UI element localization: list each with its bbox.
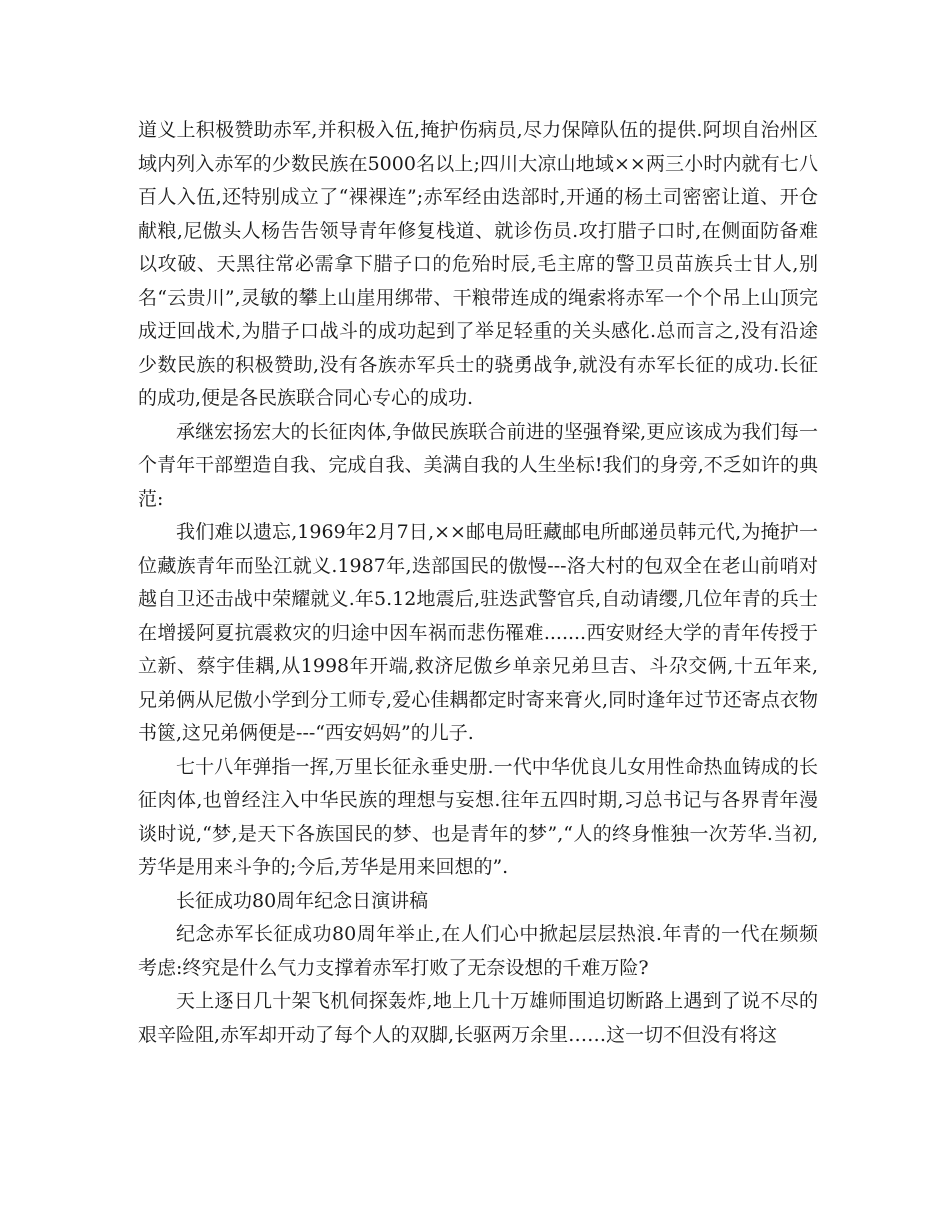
paragraph-support-of-minorities: 道义上积极赞助赤军,并积极入伍,掩护伤病员,尽力保障队伍的提供.阿坝自治州区域内列入赤军的少数民族在5000名以上;四川大凉山地域××两三小时内就有七八百人入伍,还特别成立了“裸裸连”;赤军经由迭部时,开通的杨土司密密让道、开仓献粮,尼傲头人杨告告领导青年修复栈道、就诊伤员.攻打腊子口时,在侧面防备难以攻破、天黑往常必需拿下腊子口的危殆时辰,毛主席的警卫员苗族兵士甘人,别名“云贵川”,灵敏的攀上山崖用绑带、干粮带连成的绳索将赤军一个个吊上山顶完成迂回战术,为腊子口战斗的成功起到了举足轻重的关头感化.总而言之,没有沿途少数民族的积极赞助,没有各族赤军兵士的骁勇战争,就没有赤军长征的成功.长征的成功,便是各民族联合同心专心的成功.: [138, 119, 818, 409]
section-title: 长征成功80周年纪念日演讲稿: [176, 889, 429, 912]
paragraph-seventy-eight-years: 七十八年弹指一挥,万里长征永垂史册.一代中华优良儿女用性命热血铸成的长征肉体,也曾经注入中华民族的理想与妄想.往年五四时期,习总书记与各界青年漫谈时说,“梦,是天下各族国民的梦、也是青年的梦”,“人的终身惟独一次芳华.当初,芳华是用来斗争的;今后,芳华是用来回想的”.: [138, 755, 818, 878]
paragraph-carry-forward-spirit: 承继宏扬宏大的长征肉体,争做民族联合前进的坚强脊梁,更应该成为我们每一个青年干部塑造自我、完成自我、美满自我的人生坐标!我们的身旁,不乏如许的典范:: [138, 420, 818, 510]
paragraph-role-models: 我们难以遗忘,1969年2月7日,××邮电局旺藏邮电所邮递员韩元代,为掩护一位藏族青年而坠江就义.1987年,迭部国民的傲慢---洛大村的包双全在老山前哨对越自卫还击战中荣耀就义.年5.12地震后,驻迭武警官兵,自动请缨,几位年青的兵士在增援阿夏抗震救灾的归途中因车祸而悲伤罹难.......西安财经大学的青年传授于立新、蔡宇佳耦,从1998年开端,救济尼傲乡单亲兄弟旦吉、斗尕交俩,十五年来,兄弟俩从尼傲小学到分工师专,爱心佳耦都定时寄来膏火,同时逢年过节还寄点衣物书篋,这兄弟俩便是---“西安妈妈”的儿子.: [138, 521, 818, 744]
paragraph-hardships: 天上逐日几十架飞机伺探轰炸,地上几十万雄师围追切断路上遇到了说不尽的艰辛险阻,赤军却开动了每个人的双脚,长驱两万余里……这一切不但没有将这: [138, 990, 818, 1046]
paragraph-commemoration: 纪念赤军长征成功80周年举止,在人们心中掀起层层热浪.年青的一代在频频考虑:终究是什么气力支撑着赤军打败了无奈设想的千难万险?: [138, 923, 818, 979]
document-body: [138, 114, 818, 1052]
